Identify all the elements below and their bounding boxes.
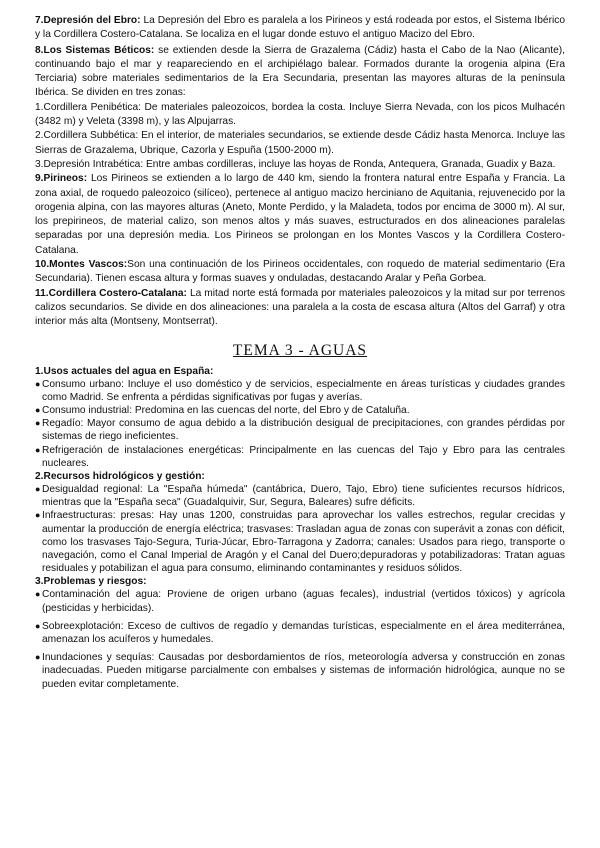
section-recursos: [35, 470, 565, 575]
bullet-icon: ●: [35, 589, 41, 600]
paragraph-text: 2.Cordillera Subbética: En el interior, de materiales secundarios, se extiende desde Cádiz hasta Menorca. Incluye las Sierras de Grazalema, Ubrique, Cazorla y Espuña (1500-2000 m).: [35, 130, 565, 156]
paragraph-text: se extienden desde la Sierra de Grazalema (Cádiz) hasta el Cabo de la Nao (Alicante), continuando bajo el mar y reapareciendo en el archipiélago balear. Formados durante la orogenia alpina (Era Terciaria) sobre materiales sedimentarios de la Era Secundaria, presentan las mayores alturas de la península Ibérica. Se dividen en tres zonas:: [35, 44, 565, 99]
bullet-icon: ●: [35, 404, 41, 415]
list-item: [35, 483, 565, 509]
paragraph-text: Los Pirineos se extienden a lo largo de 440 km, siendo la frontera natural entre España y Francia. La zona axial, de roquedo paleozoico (silíceo), pertenece al antiguo macizo herciniano de Aquitania, rejuvenecido por la orogenia alpina, con las mayores alturas (Aneto, Monte Perdido, y la Maladeta, todos por encima de 3000 m). Al sur, los prepirineos, de material calizo, son menos altos y más suaves, estructurados en dos alineaciones paralelas separadas por una depresión media. Los Pirineos se prolongan en los Montes Vascos y la Cordillera Costero-Catalana.: [35, 173, 565, 256]
list-item: [35, 588, 565, 614]
list-item-text: Consumo urbano: Incluye el uso doméstico y de servicios, especialmente en áreas turísticas y ciudades grandes como Madrid. Se enfrenta a pérdidas significativas por fugas y averías.: [42, 378, 565, 403]
list-item: [35, 417, 565, 443]
list-item: [35, 651, 565, 691]
bullet-icon: ●: [35, 418, 41, 429]
paragraph-heading: 8.Los Sistemas Béticos:: [35, 44, 155, 56]
paragraph-heading: 9.Pirineos:: [35, 173, 88, 185]
paragraph-heading: 11.Cordillera Costero-Catalana:: [35, 287, 187, 299]
paragraph-text: La mitad norte está formada por materiales paleozoicos y la mitad sur por terrenos calizos secundarios. Se divide en dos alineaciones: una paralela a la costa de escasa altura (Altos del Garraf) y otra interior más alta (Montseny, Montserrat).: [35, 287, 565, 328]
bullet-icon: ●: [35, 378, 41, 389]
bullet-icon: ●: [35, 510, 41, 521]
paragraph-penibetica: [35, 101, 565, 130]
paragraph-depresion-ebro: [35, 14, 565, 43]
paragraph-montes-vascos: [35, 258, 565, 287]
list-item-text: Refrigeración de instalaciones energéticas: Principalmente en las cuencas del Tajo y Ebro para las centrales nucleares.: [42, 444, 565, 469]
bullet-icon: ●: [35, 652, 41, 663]
paragraph-costero-catalana: [35, 287, 565, 330]
section-heading: 2.Recursos hidrológicos y gestión:: [35, 470, 205, 482]
list-item-text: Inundaciones y sequías: Causadas por desbordamientos de ríos, meteorología adversa y construcción en zonas inadecuadas. Pueden mitigarse parcialmente con embalses y sistemas de información hidrológica, aunque no se pueden evitar completamente.: [42, 652, 565, 690]
list-item-text: Desigualdad regional: La "España húmeda" (cantábrica, Duero, Tajo, Ebro) tiene suficientes recursos hídricos, mientras que la "España seca" (Guadalquivir, Sur, Segura, Baleares) sufre déficits.: [42, 483, 565, 509]
paragraph-sistemas-beticos: [35, 44, 565, 101]
paragraph-text: 3.Depresión Intrabética: Entre ambas cordilleras, incluye las hoyas de Ronda, Antequera, Granada, Guadix y Baza.: [35, 158, 556, 170]
list-item: [35, 444, 565, 470]
section-problemas: [35, 575, 565, 690]
paragraph-intrabetica: [35, 158, 565, 172]
paragraph-text: 1.Cordillera Penibética: De materiales paleozoicos, bordea la costa. Incluye Sierra Nevada, con los picos Mulhacén (3482 m) y Veleta (3398 m), y las Alpujarras.: [35, 101, 565, 128]
paragraph-pirineos: [35, 172, 565, 258]
paragraph-heading: 10.Montes Vascos:: [35, 259, 128, 271]
section-heading: 1.Usos actuales del agua en España:: [35, 365, 214, 377]
list-item: [35, 509, 565, 575]
list-item: [35, 404, 565, 417]
bullet-icon: ●: [35, 444, 41, 455]
list-item: [35, 620, 565, 646]
bullet-icon: ●: [35, 483, 41, 494]
bullet-icon: ●: [35, 620, 41, 631]
section-usos: [35, 365, 565, 470]
paragraph-text: Son una continuación de los Pirineos occidentales, con roquedo de material sedimentario (Era Secundaria). Tienen escasa altura y formas suaves y onduladas, destacando Aralar y Peña Gorbea.: [35, 259, 565, 285]
paragraph-heading: 7.Depresión del Ebro:: [35, 15, 141, 26]
list-item-text: Regadío: Mayor consumo de agua debido a la distribución desigual de precipitaciones, con grandes pérdidas por sistemas de riego ineficientes.: [42, 418, 565, 443]
paragraph-text: La Depresión del Ebro es paralela a los Pirineos y está rodeada por estos, el Sistema Ibérico y la Cordillera Costero-Catalana. Se localiza en el lugar donde estuvo el antiguo Macizo del Ebro.: [35, 15, 565, 41]
list-item-text: Sobreexplotación: Exceso de cultivos de regadío y demandas turísticas, especialmente en el área mediterránea, amenazan los acuíferos y humedales.: [42, 620, 565, 645]
section-heading: 3.Problemas y riesgos:: [35, 576, 147, 588]
page-title: TEMA 3 - AGUAS: [232, 341, 368, 359]
paragraph-subbetica: [35, 129, 565, 158]
relief-section: [35, 14, 565, 330]
list-item: [35, 378, 565, 404]
list-item-text: Contaminación del agua: Proviene de origen urbano (aguas fecales), industrial (vertidos tóxicos) y agrícola (pesticidas y herbicidas).: [42, 589, 565, 614]
list-item-text: Consumo industrial: Predomina en las cuencas del norte, del Ebro y de Cataluña.: [42, 404, 410, 416]
list-item-text: Infraestructuras: presas: Hay unas 1200, construidas para aprovechar los valles estrechos, regular crecidas y aumentar la producción de energía eléctrica; trasvases: Trasladan agua de zonas con superávit a zonas con déficit, como los trasvases Tajo-Segura, Turia-Júcar, Ebro-Tarragona y Zadorra; canales: Usados para riego, transporte o navegación, como el Canal Imperial de Aragón y el Canal del Duero;depuradoras y potabilizadoras: Tratan aguas residuales y potabilizan el agua para consumo, eliminando contaminantes y residuos sólidos.: [42, 510, 565, 575]
